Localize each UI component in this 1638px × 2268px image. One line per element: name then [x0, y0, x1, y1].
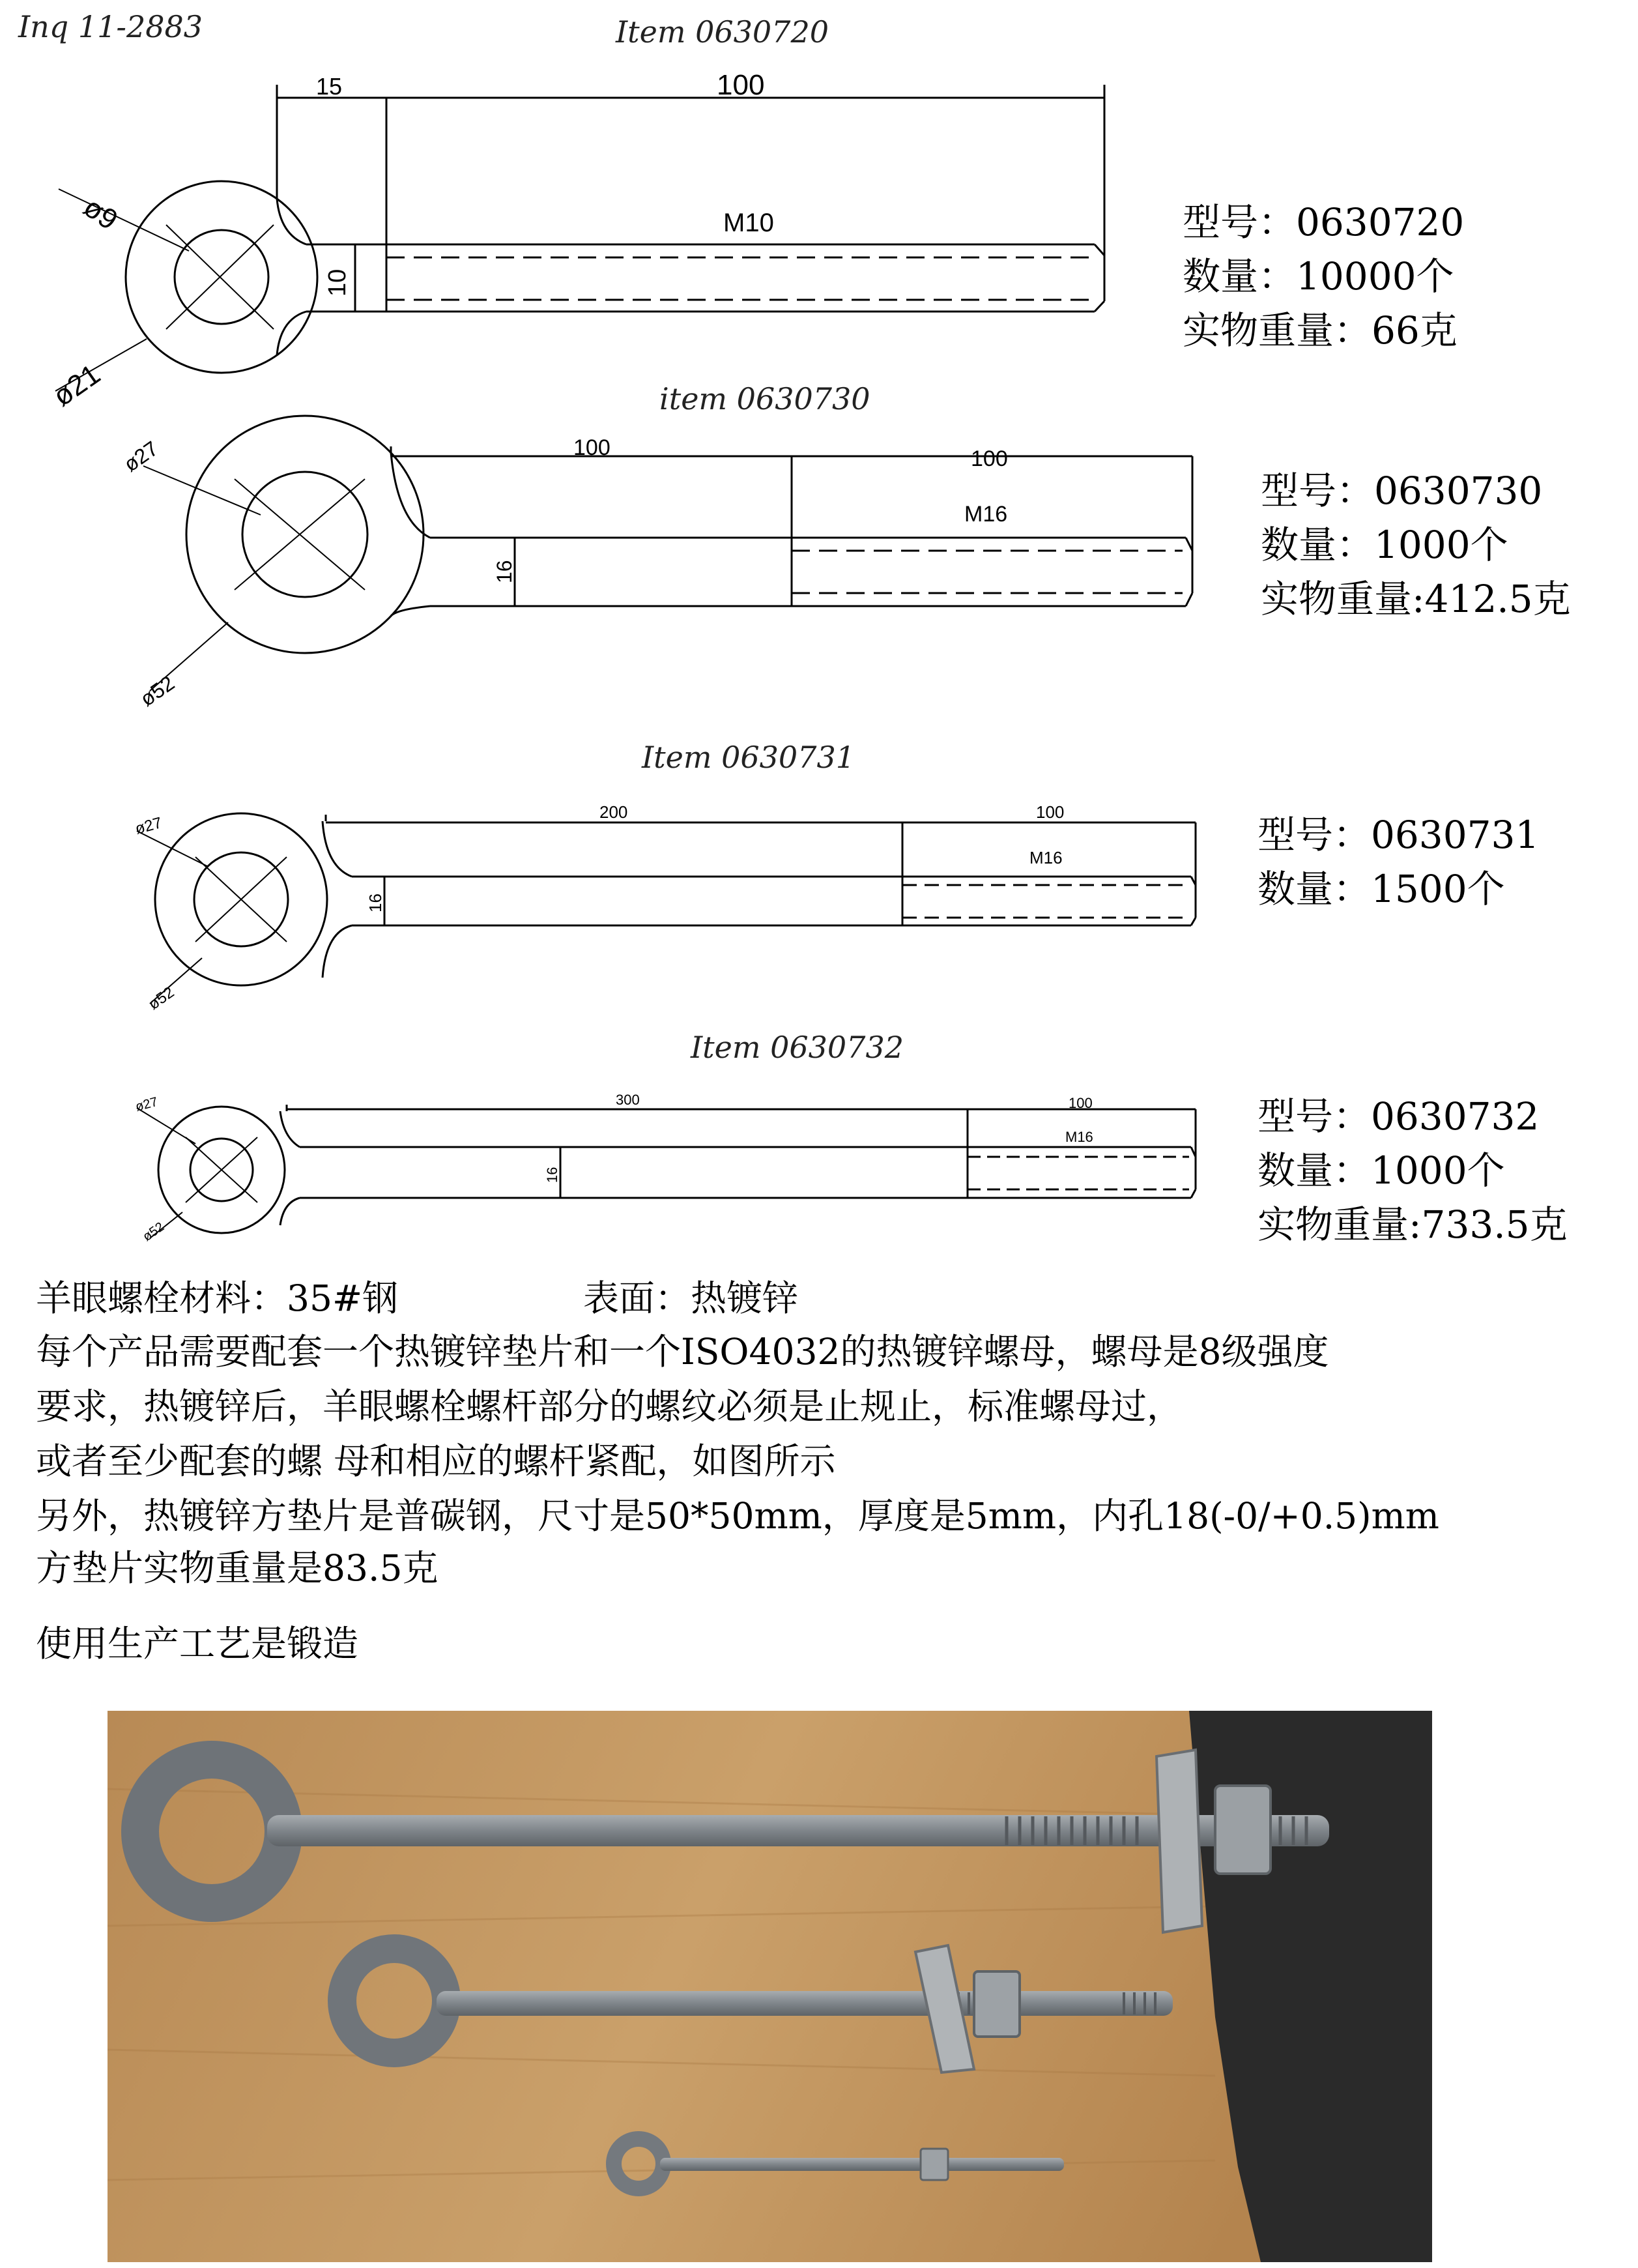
dim-0630732-shank-dia: 16 [544, 1167, 560, 1183]
inquiry-reference: Inq 11-2883 [18, 9, 203, 44]
spec-model: 型号：0630731 [1257, 813, 1540, 857]
dim-0630720-shank-length: 100 [717, 69, 765, 101]
note-surface: 表面：热镀锌 [583, 1277, 799, 1319]
item-label-0630730: item 0630730 [659, 381, 870, 416]
dim-0630730-plain-length: 100 [573, 435, 611, 460]
dim-0630731-thread: M16 [1029, 848, 1063, 867]
dim-0630732-eye-dia: ø52 [140, 1219, 167, 1245]
note-line-4: 另外，热镀锌方垫片是普碳钢，尺寸是50*50mm，厚度是5mm，内孔18(-0/+0.5)mm [36, 1495, 1439, 1537]
note-line-1: 每个产品需要配套一个热镀锌垫片和一个ISO4032的热镀锌螺母，螺母是8级强度 [36, 1331, 1329, 1373]
dim-0630720-hole-dia: ø9 [78, 191, 124, 237]
dim-0630730-thread: M16 [964, 502, 1008, 527]
spec-quantity: 数量：1000个 [1261, 523, 1508, 567]
dim-0630720-thread: M10 [723, 209, 774, 237]
dim-0630732-thread: M16 [1065, 1129, 1093, 1145]
product-photo [108, 1711, 1432, 2262]
dim-0630731-thread-length: 100 [1036, 802, 1065, 822]
dim-0630731-eye-dia: ø52 [145, 983, 178, 1013]
dim-0630720-shank-dia: 10 [324, 269, 351, 297]
spec-model: 型号：0630730 [1261, 469, 1543, 513]
note-line-5: 方垫片实物重量是83.5克 [36, 1547, 438, 1589]
dim-0630730-shank-dia: 16 [493, 560, 516, 583]
dim-0630732-thread-length: 100 [1069, 1095, 1093, 1111]
spec-weight: 实物重量：66克 [1183, 308, 1458, 353]
note-line-6: 使用生产工艺是锻造 [36, 1623, 359, 1665]
spec-weight: 实物重量:412.5克 [1261, 577, 1571, 621]
spec-block-0630732 [1257, 1090, 1568, 1252]
note-material: 羊眼螺栓材料：35#钢 [36, 1277, 399, 1319]
dim-0630731-plain-length: 200 [599, 802, 628, 822]
note-line-2: 要求，热镀锌后，羊眼螺栓螺杆部分的螺纹必须是止规止，标准螺母过， [36, 1386, 1183, 1427]
dim-0630732-plain-length: 300 [616, 1092, 640, 1108]
item-label-0630720: Item 0630720 [616, 14, 829, 50]
item-label-0630731: Item 0630731 [642, 740, 855, 775]
spec-block-0630720 [1183, 196, 1464, 358]
spec-quantity: 数量：1000个 [1257, 1148, 1505, 1193]
spec-block-0630731 [1257, 808, 1539, 916]
dim-0630730-eye-dia: ø52 [136, 671, 179, 711]
dim-0630731-shank-dia: 16 [366, 894, 385, 912]
dim-0630732-hole-dia: ø27 [134, 1094, 160, 1114]
dim-0630731-hole-dia: ø27 [133, 814, 164, 838]
item-label-0630732: Item 0630732 [691, 1030, 904, 1065]
product-photo-illustration [108, 1711, 1432, 2262]
dim-0630720-eye-dia: ø21 [47, 358, 106, 413]
spec-quantity: 数量：1500个 [1257, 867, 1505, 911]
spec-model: 型号：0630720 [1183, 200, 1465, 244]
dim-0630730-thread-length: 100 [971, 446, 1008, 471]
spec-model: 型号：0630732 [1257, 1094, 1540, 1139]
dim-0630730-hole-dia: ø27 [119, 436, 163, 476]
note-line-3: 或者至少配套的螺 母和相应的螺杆紧配，如图所示 [36, 1440, 836, 1482]
spec-quantity: 数量：10000个 [1183, 254, 1454, 298]
dim-0630720-head-length: 15 [316, 73, 343, 100]
spec-block-0630730 [1261, 464, 1571, 626]
spec-weight: 实物重量:733.5克 [1257, 1202, 1568, 1247]
